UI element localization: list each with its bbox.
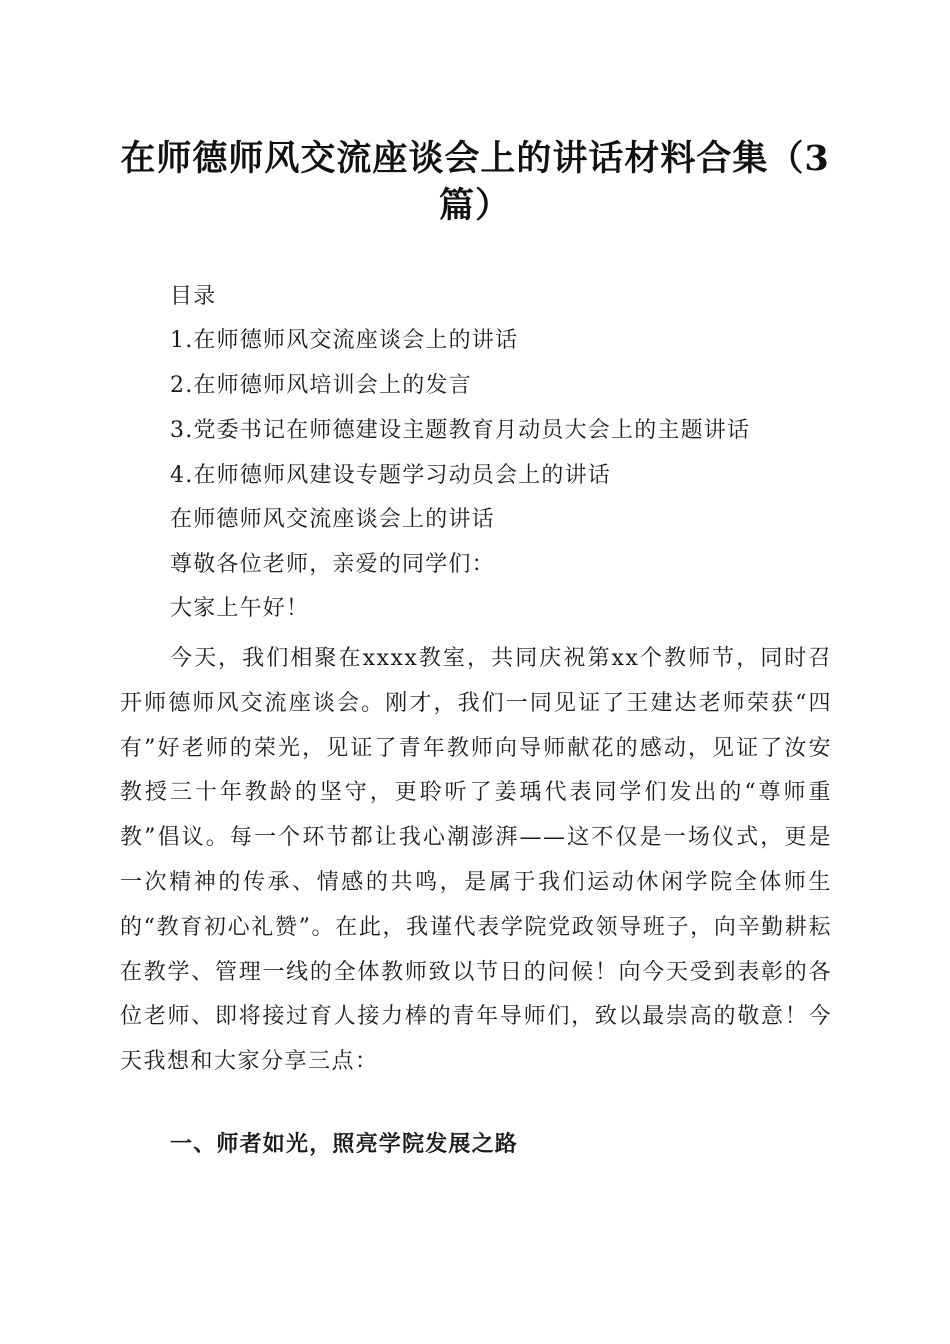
document-title: 在师德师风交流座谈会上的讲话材料合集（3篇） xyxy=(120,138,830,226)
toc-item-2: 2.在师德师风培训会上的发言 xyxy=(170,373,472,398)
speech-title: 在师德师风交流座谈会上的讲话 xyxy=(170,507,495,532)
body-paragraph: 今天，我们相聚在xxxx教室，共同庆祝第xx个教师节，同时召开师德师风交流座谈会。刚才，我们一同见证了王建达老师荣获“四有”好老师的荣光，见证了青年教师向导师献花的感动，见证了汝安教授三十年教龄的坚守，更聆听了姜瑀代表同学们发出的“尊师重教”倡议。每一个环节都让我心潮澎湃——这不仅是一场仪式，更是一次精神的传承、情感的共鸣，是属于我们运动休闲学院全体师生的“教育初心礼赞”。在此，我谨代表学院党政领导班子，向辛勤耕耘在教学、管理一线的全体教师致以节日的问候！向今天受到表彰的各位老师、即将接过育人接力棒的青年导师们，致以最崇高的敬意！今天我想和大家分享三点： xyxy=(120,646,832,1075)
toc-heading: 目录 xyxy=(170,284,217,309)
toc-item-4: 4.在师德师风建设专题学习动员会上的讲话 xyxy=(170,463,611,488)
toc-item-1: 1.在师德师风交流座谈会上的讲话 xyxy=(170,328,519,353)
salutation: 尊敬各位老师，亲爱的同学们： xyxy=(170,552,495,577)
greeting: 大家上午好！ xyxy=(170,596,310,621)
section-heading: 一、师者如光，照亮学院发展之路 xyxy=(170,1132,519,1157)
toc-item-3: 3.党委书记在师德建设主题教育月动员大会上的主题讲话 xyxy=(170,418,751,443)
